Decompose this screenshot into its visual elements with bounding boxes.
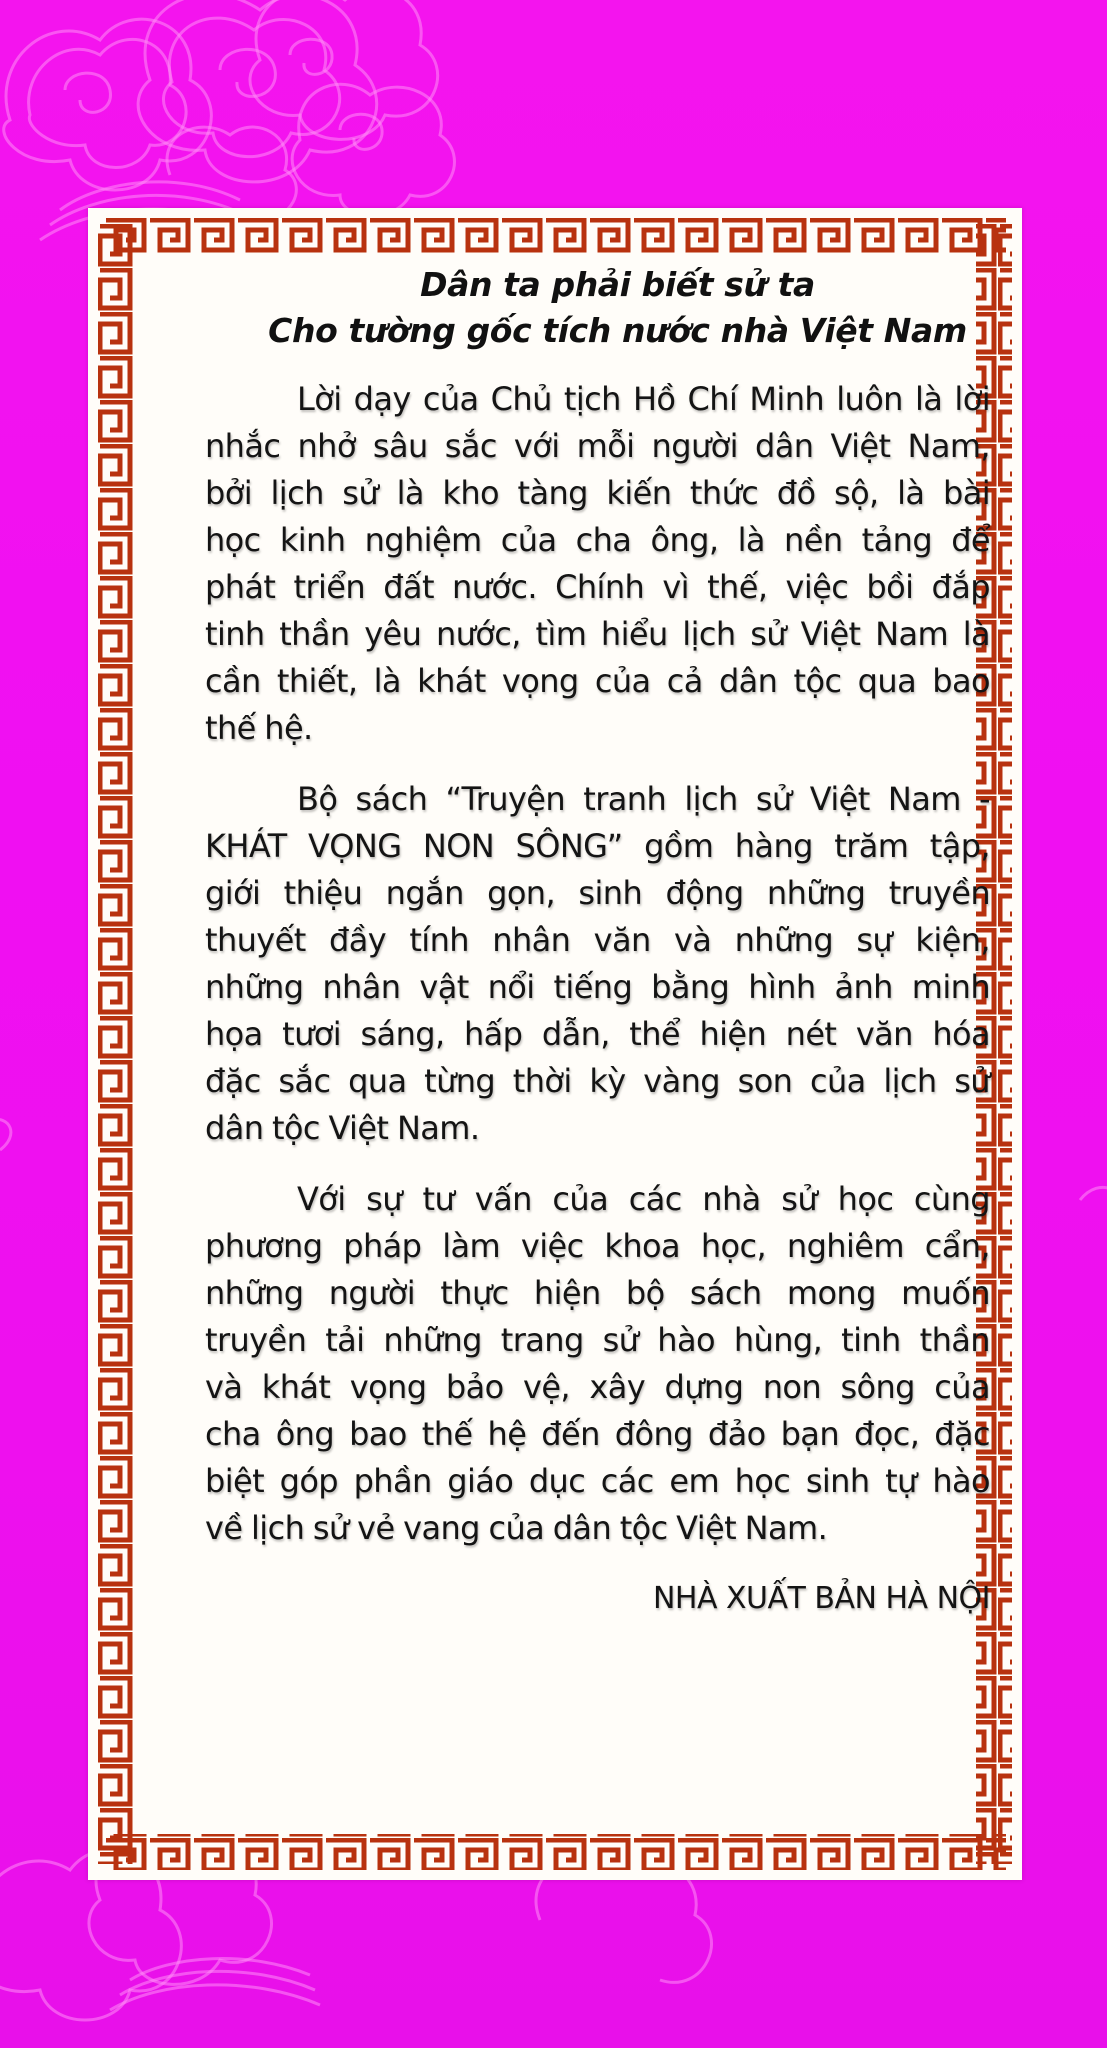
paragraph-1 <box>205 376 990 752</box>
paragraph-2 <box>205 776 990 1152</box>
publisher-signature: NHÀ XUẤT BẢN HÀ NỘI <box>652 1581 990 1616</box>
paragraph-line: Lời dạy của Chủ tịch Hồ Chí Minh luôn là lời <box>297 380 990 418</box>
text-panel <box>88 208 1022 1880</box>
heading-quote <box>225 262 1010 354</box>
paragraph-line: giới thiệu ngắn gọn, sinh động những truyền <box>205 874 990 912</box>
paragraph-line: những nhân vật nổi tiếng bằng hình ảnh minh <box>205 968 990 1006</box>
paragraph-line: bởi lịch sử là kho tàng kiến thức đồ sộ, là bài <box>205 474 990 512</box>
paragraph-line: về lịch sử vẻ vang của dân tộc Việt Nam. <box>205 1509 828 1547</box>
paragraph-line: tinh thần yêu nước, tìm hiểu lịch sử Việt Nam là <box>205 615 990 653</box>
paragraph-line: phát triển đất nước. Chính vì thế, việc bồi đắp <box>205 568 990 606</box>
paragraph-line: phương pháp làm việc khoa học, nghiêm cẩn, <box>205 1227 990 1265</box>
paragraph-3 <box>205 1176 990 1552</box>
paragraph-line: đặc sắc qua từng thời kỳ vàng son của lịch sử <box>205 1062 990 1100</box>
paragraph-line: truyền tải những trang sử hào hùng, tinh thần <box>205 1321 990 1359</box>
paragraph-line: nhắc nhở sâu sắc với mỗi người dân Việt Nam, <box>205 427 990 465</box>
heading-line-1: Dân ta phải biết sử ta <box>420 265 815 304</box>
paragraph-line: những người thực hiện bộ sách mong muốn <box>205 1274 990 1312</box>
paragraph-line: họa tươi sáng, hấp dẫn, thể hiện nét văn hóa <box>205 1015 990 1053</box>
paragraph-line: dân tộc Việt Nam. <box>205 1109 480 1147</box>
paragraph-line: cần thiết, là khát vọng của cả dân tộc qua bao <box>205 662 990 700</box>
paragraph-line: biệt góp phần giáo dục các em học sinh tự hào <box>205 1462 990 1500</box>
paragraph-line: thế hệ. <box>205 709 313 747</box>
paragraph-line: học kinh nghiệm của cha ông, là nền tảng để <box>205 521 990 559</box>
paragraph-line: Với sự tư vấn của các nhà sử học cùng <box>297 1180 990 1218</box>
paragraph-line: Bộ sách “Truyện tranh lịch sử Việt Nam - <box>297 780 990 818</box>
paragraph-line: KHÁT VỌNG NON SÔNG” gồm hàng trăm tập, <box>205 827 990 865</box>
paragraph-line: và khát vọng bảo vệ, xây dựng non sông của <box>205 1368 990 1406</box>
paragraph-line: cha ông bao thế hệ đến đông đảo bạn đọc, đặc <box>205 1415 990 1453</box>
content-area <box>205 262 990 1622</box>
paragraph-line: thuyết đầy tính nhân văn và những sự kiện, <box>205 921 990 959</box>
heading-line-2: Cho tường gốc tích nước nhà Việt Nam <box>268 311 967 350</box>
